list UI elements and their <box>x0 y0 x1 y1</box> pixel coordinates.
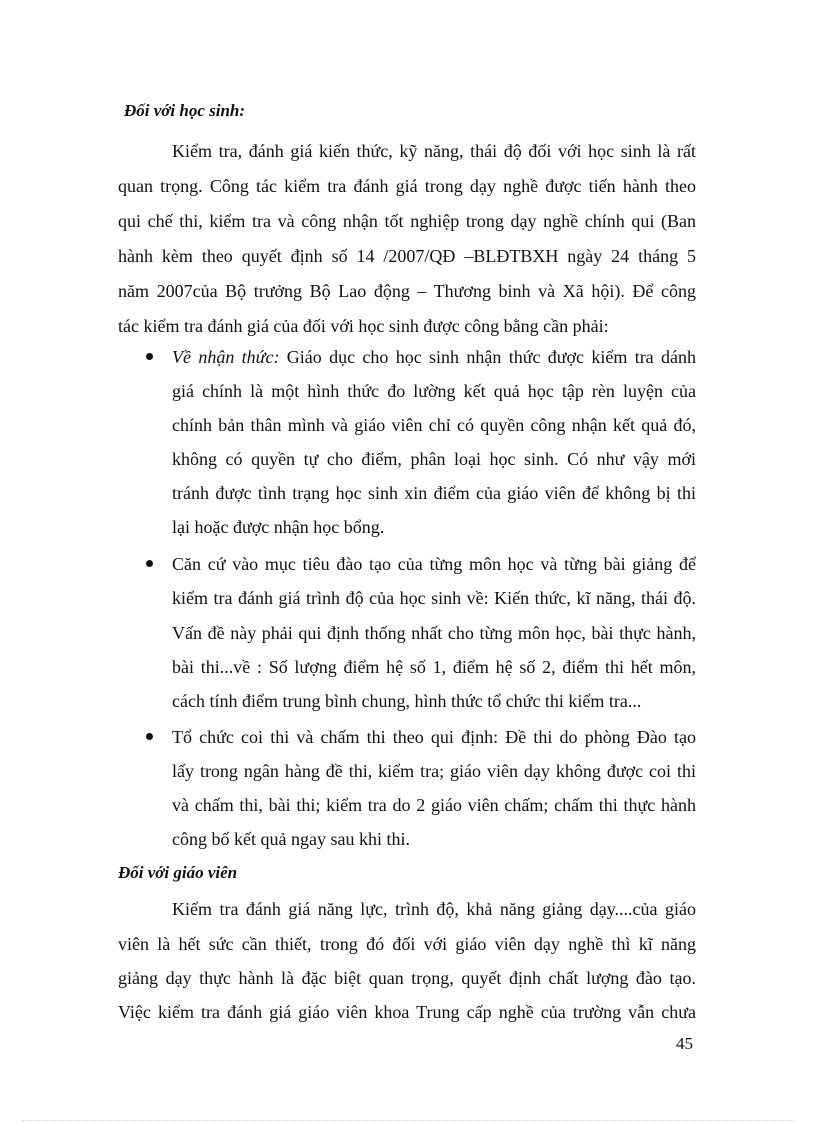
bullet-line: bài thi...về : Số lượng điểm hệ số 1, điểm hệ số 2, điểm thi hết môn, <box>172 657 696 677</box>
paragraph-line: quan trọng. Công tác kiểm tra đánh giá trong dạy nghề được tiến hành theo <box>118 176 696 196</box>
paragraph-line: viên là hết sức cần thiết, trong đó đối với giáo viên dạy nghề thì kĩ năng <box>118 934 696 954</box>
page-number: 45 <box>676 1034 693 1053</box>
bullet-icon <box>146 733 153 740</box>
paragraph-line: Việc kiểm tra đánh giá giáo viên khoa Trung cấp nghề của trường vẫn chưa <box>118 1002 696 1022</box>
bullet-text: Giáo dục cho học sinh nhận thức được kiểm tra dánh <box>279 347 696 367</box>
bullet-line: công bố kết quả ngay sau khi thi. <box>172 829 410 849</box>
paragraph-line: hành kèm theo quyết định số 14 /2007/QĐ –BLĐTBXH ngày 24 tháng 5 <box>118 246 696 266</box>
paragraph-line: qui chế thi, kiểm tra và công nhận tốt nghiệp trong dạy nghề chính qui (Ban <box>118 211 696 231</box>
paragraph-line: Kiểm tra, đánh giá kiến thức, kỹ năng, thái độ đối với học sinh là rất <box>172 141 696 161</box>
paragraph-line: Kiểm tra đánh giá năng lực, trình độ, khả năng giảng dạy....của giáo <box>172 899 696 919</box>
bullet-line: Tổ chức coi thi và chấm thi theo qui định: Đề thi do phòng Đào tạo <box>172 727 696 747</box>
bullet-line: Căn cứ vào mục tiêu đào tạo của từng môn học và từng bài giảng để <box>172 554 696 574</box>
bullet-line: tránh được tình trạng học sinh xin điểm của giáo viên để không bị thi <box>172 483 696 503</box>
bullet-line: và chấm thi, bài thi; kiểm tra do 2 giáo viên chấm; chấm thi thực hành <box>172 795 696 815</box>
bullet-label: Về nhận thức: <box>172 347 280 367</box>
bullet-line: không có quyền tự cho điểm, phân loại học sinh. Có như vậy mới <box>172 449 696 469</box>
bullet-line: kiểm tra đánh giá trình độ của học sinh về: Kiến thức, kĩ năng, thái độ. <box>172 588 696 608</box>
bullet-icon <box>146 353 153 360</box>
bullet-line <box>172 346 696 368</box>
section-heading-teachers: Đối với giáo viên <box>118 863 238 882</box>
bullet-icon <box>146 560 153 567</box>
bullet-line: chính bản thân mình và giáo viên chỉ có quyền công nhận kết quả đó, <box>172 415 696 435</box>
bullet-line: lại hoặc được nhận học bổng. <box>172 517 385 537</box>
bullet-line: Vấn đề này phải qui định thống nhất cho từng môn học, bài thực hành, <box>172 623 696 643</box>
paragraph-line: năm 2007của Bộ trưởng Bộ Lao động – Thương binh và Xã hội). Để công <box>118 281 696 301</box>
footer-divider <box>22 1120 794 1121</box>
paragraph-line: giảng dạy thực hành là đặc biệt quan trọng, quyết định chất lượng đào tạo. <box>118 968 696 988</box>
bullet-line: giá chính là một hình thức đo lường kết quả học tập rèn luyện của <box>172 381 696 401</box>
bullet-line: cách tính điểm trung bình chung, hình thức tổ chức thi kiểm tra... <box>172 691 642 711</box>
bullet-line: lấy trong ngân hàng đề thi, kiểm tra; giáo viên dạy không được coi thi <box>172 761 696 781</box>
section-heading-students: Đối với học sinh: <box>124 101 246 120</box>
paragraph-line: tác kiểm tra đánh giá của đối với học sinh được công bằng cần phải: <box>118 316 609 336</box>
